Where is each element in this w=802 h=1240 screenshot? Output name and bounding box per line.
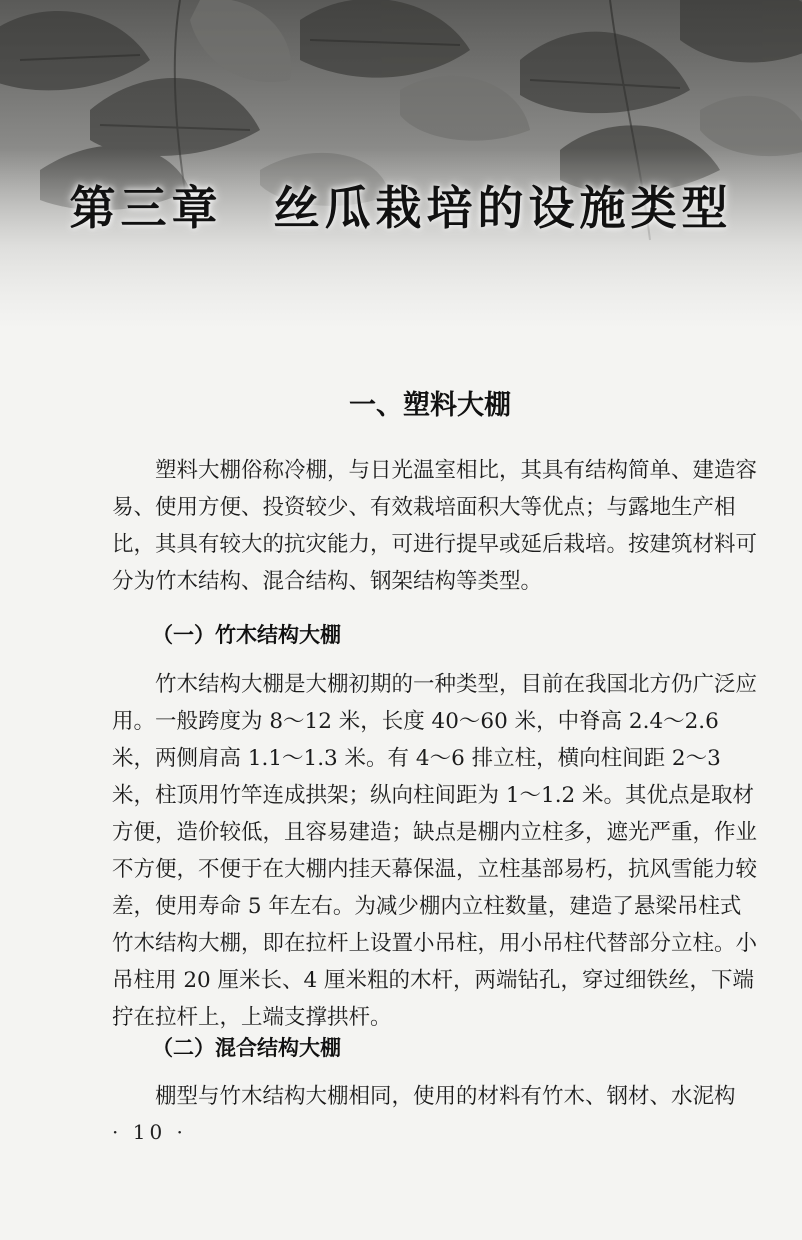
- intro-text: 塑料大棚俗称冷棚，与日光温室相比，其具有结构简单、建造容易、使用方便、投资较少、有效栽培面积大等优点；与露地生产相比，其具有较大的抗灾能力，可进行提早或延后栽培。按建筑材料可分为竹木结构、混合结构、钢架结构等类型。: [112, 458, 758, 594]
- page-number: · 10 ·: [112, 1120, 187, 1144]
- mixed-paragraph: [112, 1078, 762, 1115]
- section-heading: 一、塑料大棚: [349, 390, 511, 421]
- subsection-heading-mixed: （二）混合结构大棚: [152, 1036, 341, 1060]
- chapter-title: 第三章 丝瓜栽培的设施类型: [69, 181, 733, 235]
- bamboo-paragraph: [112, 666, 762, 1036]
- intro-paragraph: [112, 452, 762, 600]
- bamboo-text: 竹木结构大棚是大棚初期的一种类型，目前在我国北方仍广泛应用。一般跨度为 8～12 米，长度 40～60 米，中脊高 2.4～2.6 米，两侧肩高 1.1～1.3 米。有 4～6 排立柱，横向柱间距 2～3 米，柱顶用竹竿连成拱架；纵向柱间距为 1～1.2 米。其优点是取材方便，造价较低，且容易建造；缺点是棚内立柱多，遮光严重，作业不方便，不便于在大棚内挂天幕保温，立柱基部易朽，抗风雪能力较差，使用寿命 5 年左右。为减少棚内立柱数量，建造了悬梁吊柱式竹木结构大棚，即在拉杆上设置小吊柱，用小吊柱代替部分立柱。小吊柱用 20 厘米长、4 厘米粗的木杆，两端钻孔，穿过细铁丝，下端拧在拉杆上，上端支撑拱杆。: [112, 672, 758, 1030]
- mixed-text: 棚型与竹木结构大棚相同，使用的材料有竹木、钢材、水泥构: [155, 1084, 736, 1109]
- subsection-heading-bamboo: （一）竹木结构大棚: [152, 623, 341, 647]
